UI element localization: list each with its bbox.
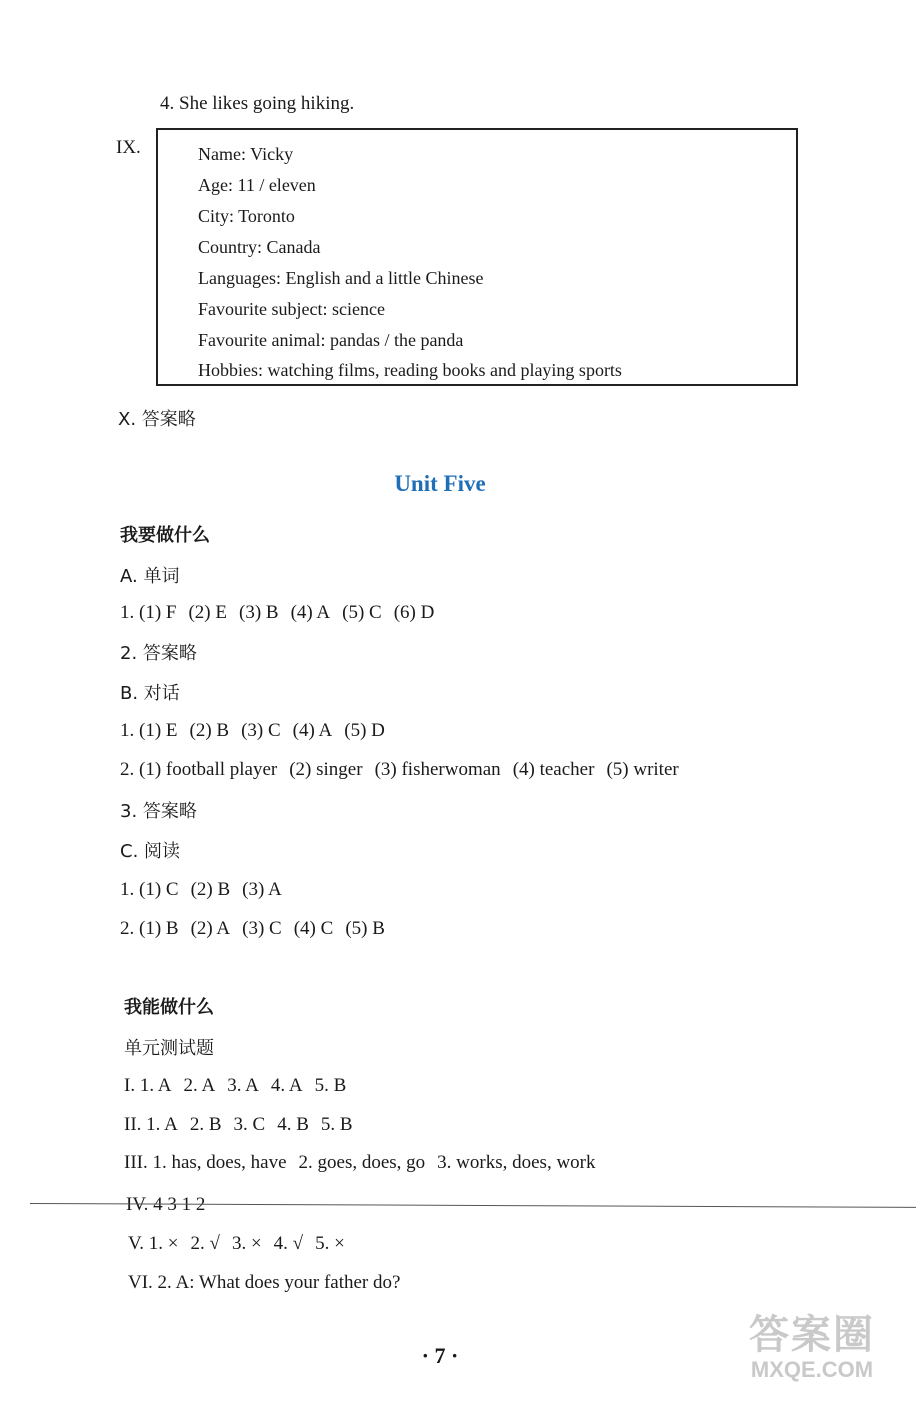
answer-item: 1. (1) C: [120, 879, 179, 900]
answer-item: I. 1. A: [124, 1075, 172, 1096]
answer-item: 1. (1) F: [120, 602, 177, 623]
answer-item: 2. A: [183, 1075, 216, 1096]
section-label: IX.: [116, 137, 141, 158]
answer-line: VI. 2. A: What does your father do?: [128, 1272, 401, 1293]
info-row: Name: Vicky: [198, 144, 294, 164]
answer-item: (3) A: [242, 879, 282, 900]
watermark-logo: [722, 1312, 902, 1392]
answer-item: (3) C: [242, 918, 282, 939]
answer-line: [128, 1232, 357, 1256]
watermark-text: 答案圈: [749, 1312, 875, 1358]
answer-item: (4) teacher: [512, 759, 595, 780]
answer-item: (2) singer: [289, 759, 363, 780]
answer-item: 3. works, does, work: [437, 1152, 596, 1173]
unit-title: Unit Five: [394, 471, 486, 496]
answer-item: 3. C: [233, 1114, 266, 1135]
sub-heading: C. 阅读: [120, 841, 181, 862]
answer-item: II. 1. A: [124, 1114, 178, 1135]
info-row: Favourite animal: pandas / the panda: [198, 330, 464, 350]
answer-line: [124, 1151, 608, 1175]
answer-item: III. 1. has, does, have: [124, 1152, 287, 1173]
answer-line: IV. 4 3 1 2: [126, 1194, 206, 1215]
info-row: Country: Canada: [198, 237, 321, 257]
answer-line: 4. She likes going hiking.: [160, 93, 355, 114]
answer-line: [120, 758, 691, 782]
answer-line: [120, 917, 397, 941]
section-heading: 我能做什么: [124, 997, 214, 1018]
answer-item: 1. (1) E: [120, 720, 178, 741]
answer-item: (4) A: [290, 602, 331, 623]
answer-item: 4. B: [277, 1114, 309, 1135]
answer-item: V. 1. ×: [128, 1233, 179, 1254]
sub-heading: B. 对话: [120, 683, 180, 704]
answer-line: [120, 601, 446, 625]
answer-item: (2) A: [190, 918, 231, 939]
answer-item: (3) fisherwoman: [374, 759, 501, 780]
answer-item: (2) E: [188, 602, 227, 623]
answer-item: (3) C: [241, 720, 281, 741]
section-heading: 我要做什么: [120, 525, 210, 546]
answer-item: (5) B: [345, 918, 385, 939]
answer-line: [124, 1074, 358, 1098]
answer-item: (5) C: [342, 602, 382, 623]
info-row: Age: 11 / eleven: [198, 175, 316, 195]
answer-item: 3. A: [227, 1075, 259, 1096]
answer-item: (2) B: [189, 720, 230, 741]
answer-item: (6) D: [393, 602, 435, 623]
answer-item: 2. (1) B: [120, 918, 179, 939]
answer-item: 5. B: [314, 1075, 347, 1096]
answer-item: (4) C: [293, 918, 334, 939]
answer-item: 3. ×: [231, 1233, 262, 1254]
answer-item: 2. goes, does, go: [298, 1152, 426, 1173]
answer-item: 2. √: [190, 1233, 220, 1254]
sub-heading: 单元测试题: [124, 1038, 214, 1059]
answer-item: (4) A: [292, 720, 333, 741]
answer-line: 3. 答案略: [120, 801, 197, 822]
answer-item: (2) B: [190, 879, 231, 900]
answer-line: X. 答案略: [118, 409, 196, 430]
answer-line: [124, 1113, 365, 1137]
sub-heading: A. 单词: [120, 566, 180, 587]
answer-item: 5. B: [320, 1114, 353, 1135]
answer-item: (3) B: [239, 602, 279, 623]
answer-item: 5. ×: [315, 1233, 345, 1254]
answer-line: 2. 答案略: [120, 643, 197, 664]
answer-item: 4. A: [270, 1075, 303, 1096]
answer-line: [120, 719, 397, 743]
page-number: · 7 ·: [421, 1343, 459, 1368]
info-row: Languages: English and a little Chinese: [198, 268, 484, 288]
info-row: Hobbies: watching films, reading books and playing sports: [198, 360, 622, 380]
answer-item: 4. √: [273, 1233, 304, 1254]
info-card: [156, 128, 798, 386]
answer-line: [120, 878, 294, 902]
answer-item: 2. B: [189, 1114, 222, 1135]
answer-item: (5) D: [344, 720, 385, 741]
info-row: Favourite subject: science: [198, 299, 385, 319]
answer-item: 2. (1) football player: [120, 759, 278, 780]
info-row: City: Toronto: [198, 206, 295, 226]
answer-item: (5) writer: [606, 759, 679, 780]
watermark-url: MXQE.COM: [750, 1357, 874, 1382]
